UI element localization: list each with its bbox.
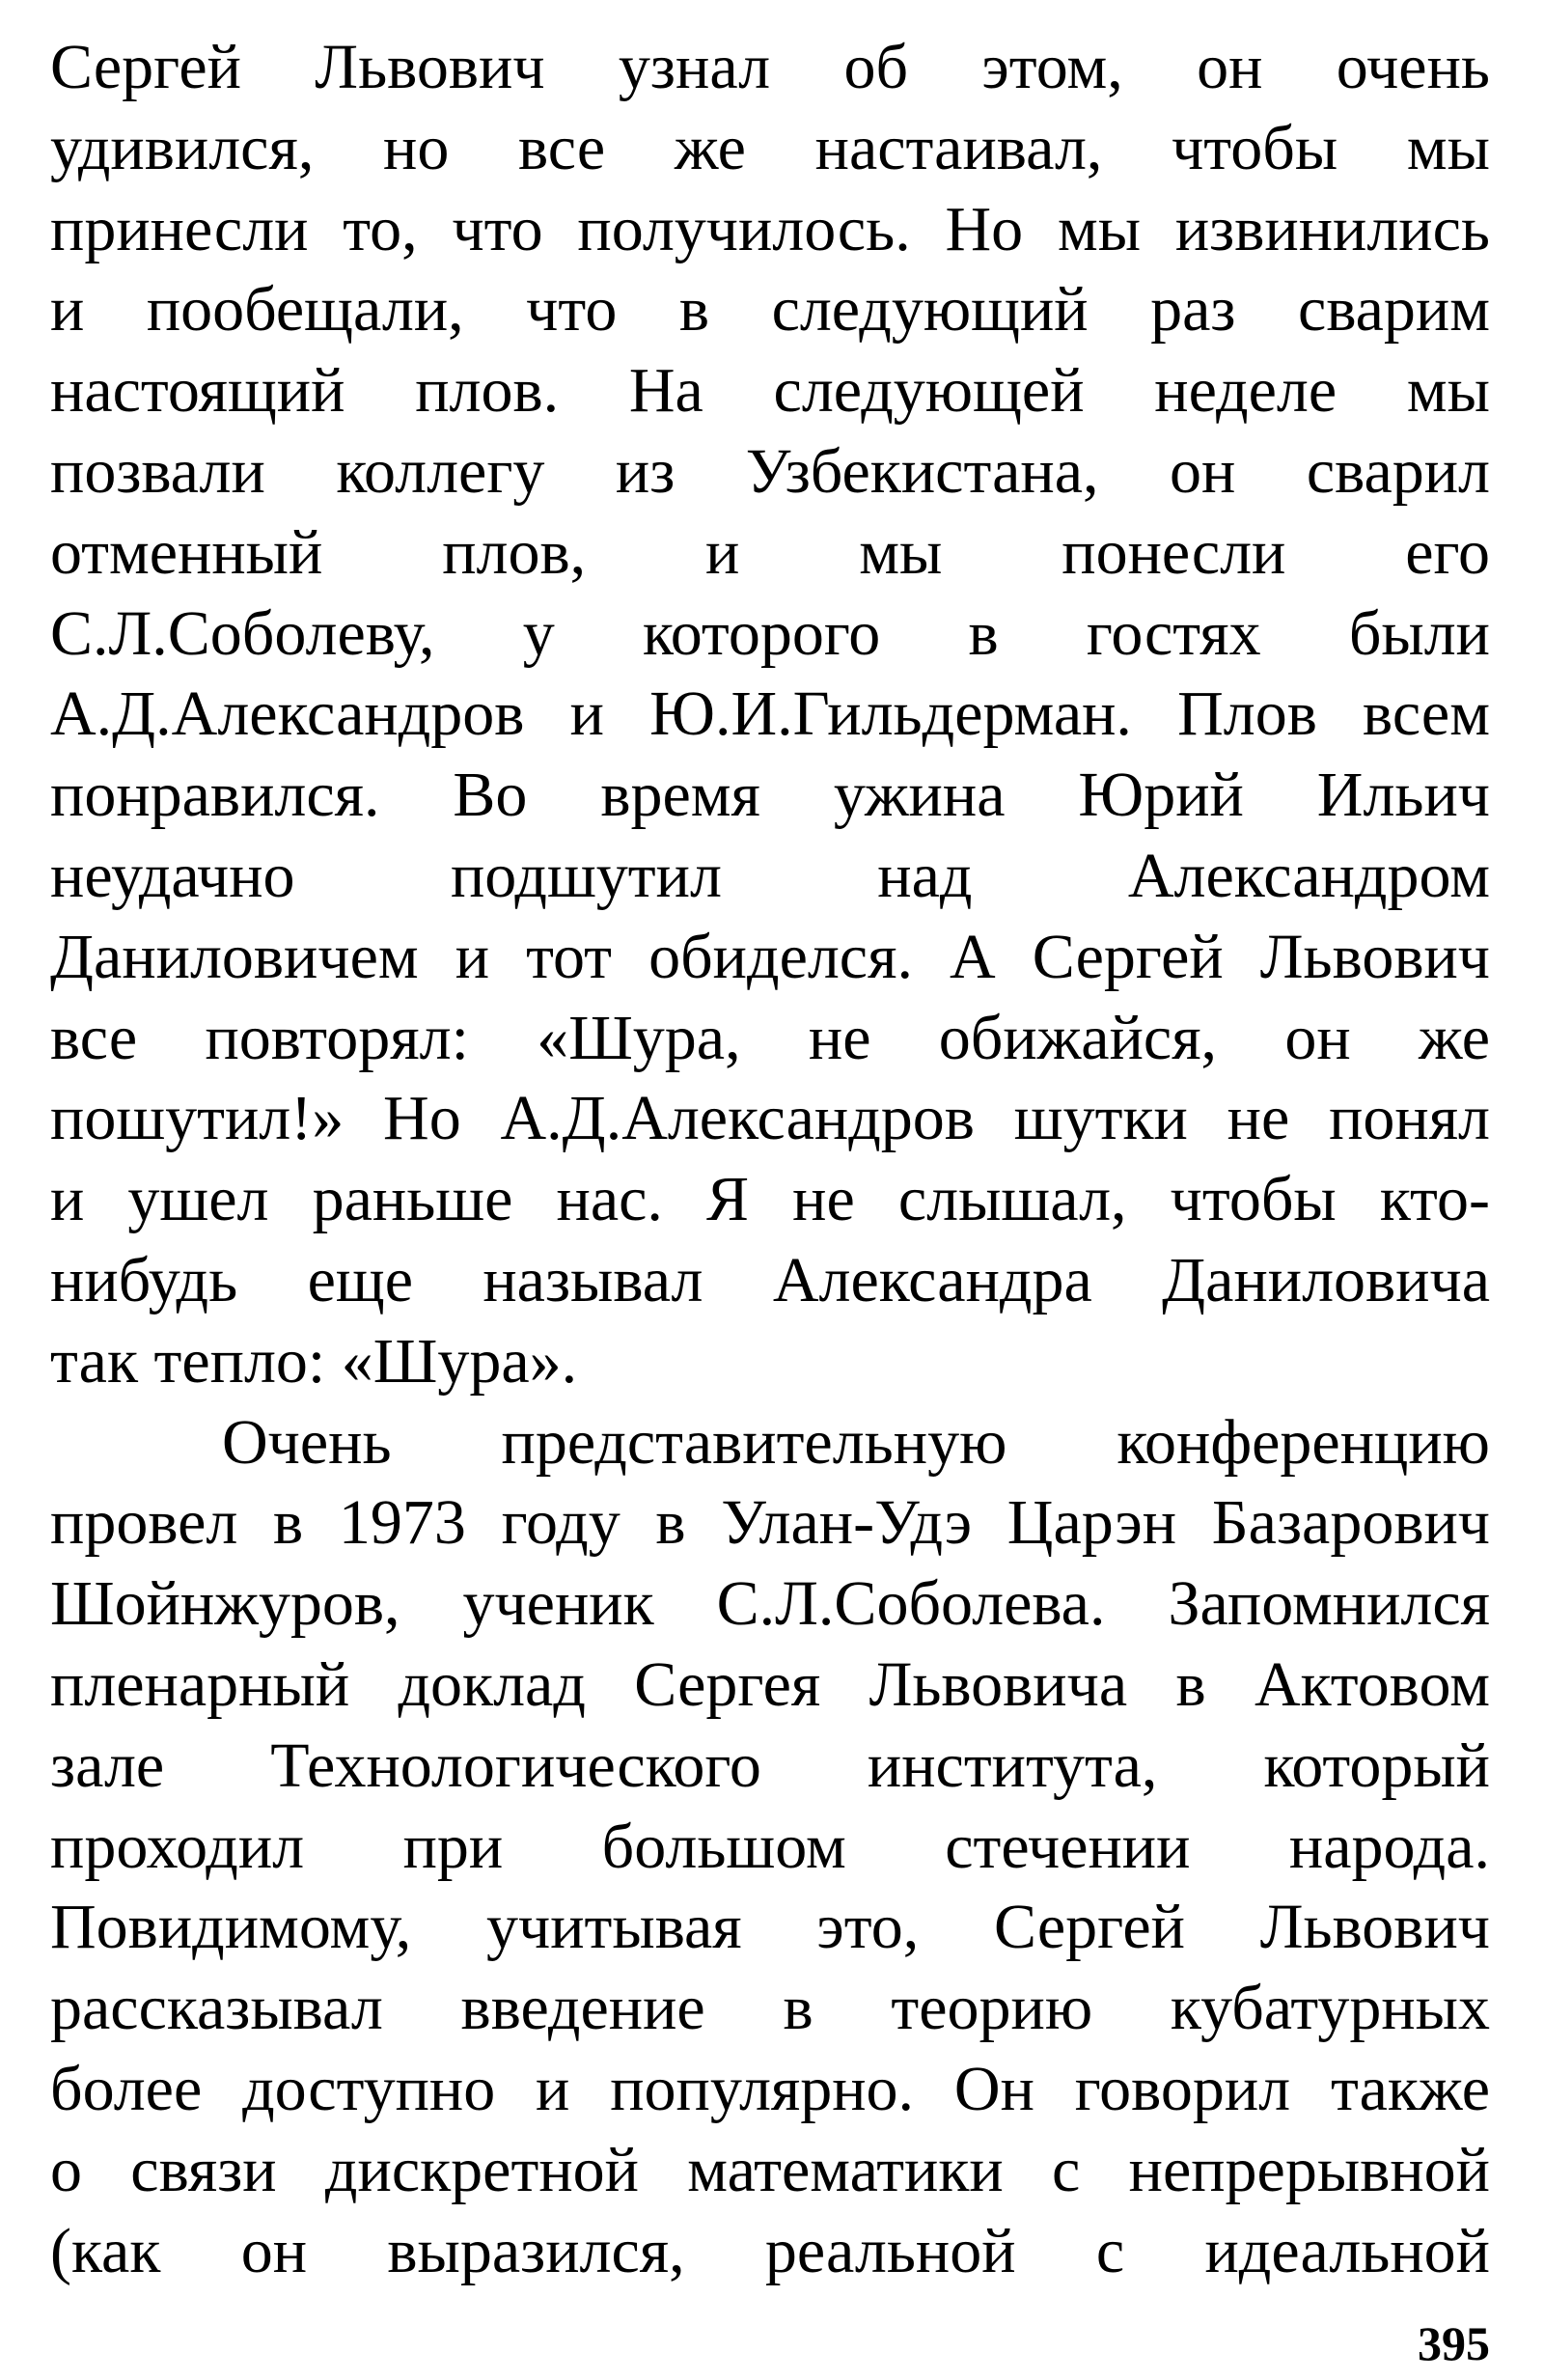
text-line: пленарный доклад Сергея Львовича в Актовом	[50, 1648, 1490, 1720]
text-line: позвали коллегу из Узбекистана, он сварил	[50, 435, 1490, 507]
text-line: и пообещали, что в следующий раз сварим	[50, 274, 1490, 346]
text-line: удивился, но все же настаивал, чтобы мы	[50, 112, 1490, 183]
page-number: 395	[1418, 2316, 1490, 2370]
text-line: нибудь еще называл Александра Даниловича	[50, 1244, 1490, 1315]
text-line: А.Д.Александров и Ю.И.Гильдерман. Плов всем	[50, 678, 1490, 750]
text-line: отменный плов, и мы понесли его	[50, 516, 1490, 588]
text-line: провел в 1973 году в Улан-Удэ Царэн Базарович	[50, 1487, 1490, 1559]
text-line: зале Технологического института, который	[50, 1730, 1490, 1801]
text-line: (как он выразился, реальной с идеальной	[50, 2215, 1490, 2286]
text-line: и ушел раньше нас. Я не слышал, чтобы кто-	[50, 1164, 1490, 1235]
paragraph-start-line: Очень представительную конференцию	[222, 1406, 1490, 1478]
text-line: более доступно и популярно. Он говорил также	[50, 2053, 1490, 2124]
text-line: принесли то, что получилось. Но мы извинились	[50, 193, 1490, 264]
text-line: понравился. Во время ужина Юрий Ильич	[50, 760, 1490, 831]
text-line: Сергей Львович узнал об этом, он очень	[50, 32, 1490, 102]
text-line: рассказывал введение в теорию кубатурных	[50, 1973, 1490, 2044]
text-line: неудачно подшутил над Александром	[50, 840, 1490, 911]
text-line: все повторял: «Шура, не обижайся, он же	[50, 1002, 1490, 1073]
text-line: проходил при большом стечении народа.	[50, 1811, 1490, 1882]
text-line: Шойнжуров, ученик С.Л.Соболева. Запомнился	[50, 1568, 1490, 1640]
text-line: С.Л.Соболеву, у которого в гостях были	[50, 597, 1490, 669]
text-line: Даниловичем и тот обиделся. А Сергей Львович	[50, 921, 1490, 992]
paragraph-end-line: так тепло: «Шура».	[50, 1325, 578, 1397]
text-line: пошутил!» Но А.Д.Александров шутки не понял	[50, 1083, 1490, 1154]
body-text	[50, 27, 1490, 2291]
text-line: настоящий плов. На следующей неделе мы	[50, 355, 1490, 427]
text-line: о связи дискретной математики с непрерывной	[50, 2134, 1490, 2205]
text-line: Повидимому, учитывая это, Сергей Львович	[50, 1892, 1490, 1963]
